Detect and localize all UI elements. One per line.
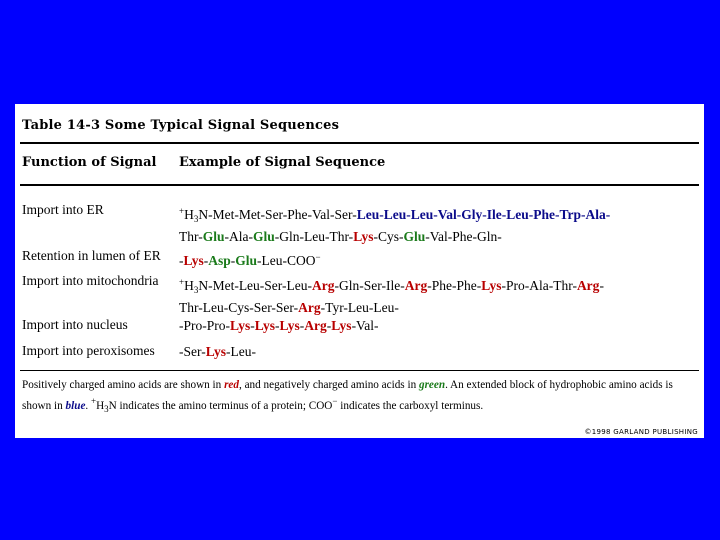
footnote-segment: H [96,400,105,412]
table-panel [15,104,704,438]
amino-acid-segment: Glu [235,253,258,268]
footnote-segment: . An extended block of hydrophobic amino acids is shown in [22,379,673,412]
column-header-function: Function of Signal [22,155,157,170]
footnote-segment: 3 [104,404,109,414]
amino-acid-segment: Glu [202,229,225,244]
footnote-segment: . [85,400,91,412]
row-sequence-er-retention [179,248,321,270]
amino-acid-segment: - [203,253,209,268]
footnote-rule [20,370,699,371]
sequence-line [179,299,604,317]
amino-acid-segment: -Val-Phe-Gln- [425,229,502,244]
amino-acid-segment: - [275,318,280,333]
amino-acid-segment: -Ser- [179,344,206,359]
amino-acid-segment: -Ala- [224,229,253,244]
row-function-er-import: Import into ER [22,202,104,217]
sequence-line [179,228,610,246]
amino-acid-segment: Lys [254,318,276,333]
row-sequence-mitochondria [179,273,604,317]
amino-acid-segment: 3 [193,214,199,224]
header-rule [20,184,699,186]
amino-acid-segment: H [184,207,194,222]
amino-acid-segment: -Val- [351,318,379,333]
column-header-example: Example of Signal Sequence [179,155,386,170]
amino-acid-segment: N-Met-Met-Ser-Phe-Val-Ser- [198,207,357,222]
amino-acid-segment: Lys [183,253,204,268]
amino-acid-segment: − [315,252,321,262]
amino-acid-segment: - [299,318,305,333]
row-function-er-retention: Retention in lumen of ER [22,248,161,263]
footnote-segment: red [224,379,239,391]
amino-acid-segment: -Leu- [225,344,256,359]
footnote-segment: − [332,396,338,406]
row-sequence-nucleus [179,317,379,335]
amino-acid-segment: Leu-Leu-Leu-Val-Gly-Ile-Leu-Phe-Trp-Ala- [356,207,611,222]
footnote-segment: green [418,379,446,391]
amino-acid-segment: Lys [331,318,352,333]
footnote-segment: , and negatively charged amino acids in [238,379,419,391]
amino-acid-segment: -Tyr-Leu-Leu- [320,300,399,315]
amino-acid-segment: Arg [298,300,321,315]
amino-acid-segment: -Pro-Ala-Thr- [501,278,577,293]
row-function-mitochondria: Import into mitochondria [22,273,159,288]
sequence-line [179,202,610,228]
footnote-segment: N indicates the amino terminus of a protein; COO [108,400,333,412]
amino-acid-segment: Arg [304,318,327,333]
amino-acid-segment: Arg [312,278,335,293]
amino-acid-segment: -Leu-COO [257,253,316,268]
amino-acid-segment: - [250,318,255,333]
row-sequence-peroxisomes [179,343,256,361]
sequence-line [179,273,604,299]
amino-acid-segment: N-Met-Leu-Ser-Leu- [198,278,313,293]
amino-acid-segment: Lys [481,278,502,293]
footnote-segment: blue [65,400,86,412]
amino-acid-segment: Thr-Leu-Cys-Ser-Ser- [179,300,299,315]
amino-acid-segment: Asp [208,253,231,268]
footnote-segment: indicates the carboxyl terminus. [337,400,484,412]
amino-acid-segment: + [179,277,185,287]
amino-acid-segment: Lys [230,318,251,333]
amino-acid-segment: - [179,253,184,268]
amino-acid-segment: + [179,206,185,216]
amino-acid-segment: -Phe-Phe- [427,278,482,293]
amino-acid-segment: 3 [193,285,199,295]
table-title: Table 14-3 Some Typical Signal Sequences [22,118,340,133]
amino-acid-segment: - [230,253,236,268]
sequence-line [179,248,321,270]
amino-acid-segment: - [599,278,604,293]
amino-acid-segment: Arg [404,278,428,293]
amino-acid-segment: -Cys- [373,229,404,244]
amino-acid-segment: Lys [353,229,374,244]
sequence-line [179,343,256,361]
amino-acid-segment: -Gln-Ser-Ile- [334,278,405,293]
amino-acid-segment: Arg [576,278,600,293]
amino-acid-segment: Lys [205,344,226,359]
row-sequence-er-import [179,202,610,246]
amino-acid-segment: -Pro-Pro- [179,318,230,333]
copyright-notice: ©1998 GARLAND PUBLISHING [584,428,698,436]
amino-acid-segment: Glu [403,229,426,244]
amino-acid-segment: - [326,318,332,333]
title-rule [20,142,699,144]
footnote-segment: Positively charged amino acids are shown in [22,379,225,391]
amino-acid-segment: Glu [252,229,275,244]
amino-acid-segment: Lys [279,318,300,333]
row-function-nucleus: Import into nucleus [22,317,128,332]
amino-acid-segment: -Gln-Leu-Thr- [274,229,354,244]
amino-acid-segment: Thr- [179,229,203,244]
row-function-peroxisomes: Import into peroxisomes [22,343,155,358]
table-footnote [22,377,702,417]
sequence-line [179,317,379,335]
amino-acid-segment: H [184,278,194,293]
footnote-segment: + [91,396,97,406]
